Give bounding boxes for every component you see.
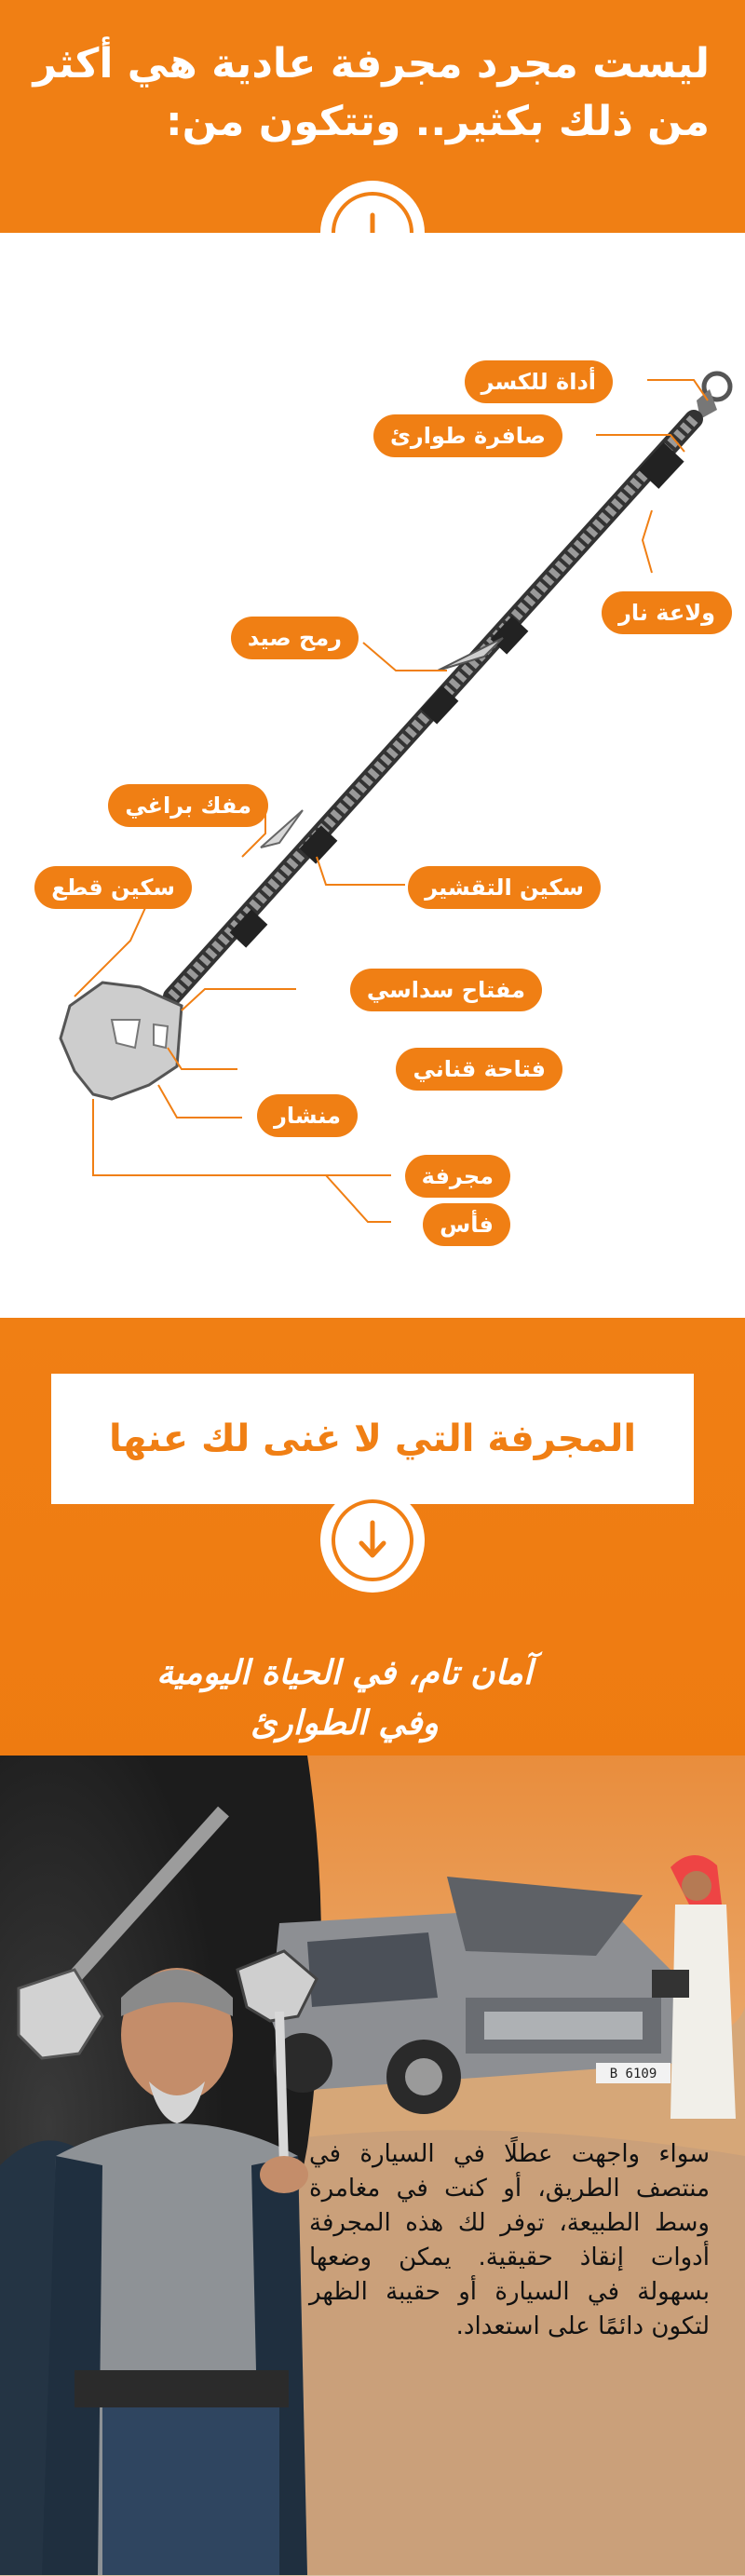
section-body-text: سواء واجهت عطلًا في السيارة في منتصف الطريق، أو كنت في مغامرة وسط الطبيعة، توفر لك هذه المجرفة أدوات إنقاذ حقيقية. يمكن وضعها بسهولة في السيارة أو حقيبة الظهر لتكون دائمًا على استعداد.	[309, 2140, 710, 2340]
label-peeling-knife: سكين التقشير	[408, 866, 601, 909]
label-bottle-opener: فتاحة قناني	[396, 1048, 562, 1091]
usage-section	[0, 1318, 745, 2576]
label-breaker: أداة للكسر	[465, 360, 613, 403]
section-headline: المجرفة التي لا غنى لك عنها	[108, 1417, 637, 1460]
product-diagram	[0, 233, 745, 1318]
label-saw: منشار	[257, 1094, 358, 1137]
screwdriver-piece	[261, 810, 303, 847]
label-cutting-knife: سكين قطع	[34, 866, 192, 909]
hero-title	[20, 35, 710, 151]
shovel-shaft	[172, 419, 694, 997]
safety-heading-line-2: وفي الطوارئ	[251, 1704, 439, 1742]
multi-tool-shovel-illustration	[0, 233, 745, 1318]
safety-heading-line-1: آمان تام، في الحياة اليومية	[156, 1654, 533, 1692]
safety-heading	[84, 1648, 605, 1749]
label-hex-wrench: مفتاح سداسي	[350, 969, 542, 1011]
label-shovel: مجرفة	[405, 1155, 510, 1198]
label-spear: رمح صيد	[231, 617, 359, 659]
arrow-down-circle-icon	[320, 1488, 425, 1593]
license-plate: B 6109	[609, 2067, 657, 2081]
headline-card	[51, 1374, 694, 1504]
label-axe: فأس	[423, 1203, 510, 1246]
breaker-tip	[697, 373, 730, 419]
hero-title-line-1: ليست مجرد مجرفة عادية هي أكثر	[33, 40, 710, 88]
label-screwdriver: مفك براغي	[108, 784, 268, 827]
shovel-blade	[61, 983, 182, 1099]
label-whistle: صافرة طوارئ	[373, 414, 562, 457]
label-fire-starter: ولاعة نار	[602, 591, 732, 634]
hero-title-line-2: من ذلك بكثير.. وتتكون من:	[165, 98, 710, 145]
